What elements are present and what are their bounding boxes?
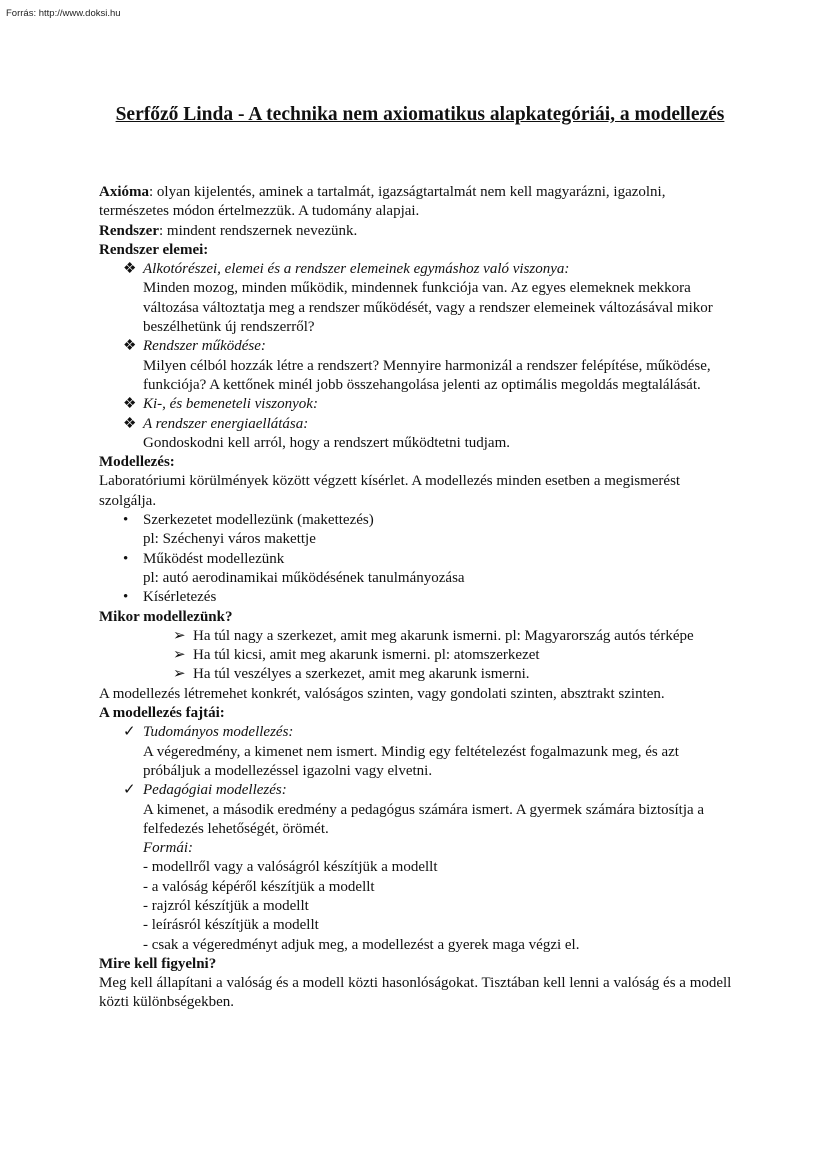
list-item (99, 550, 739, 589)
list-item (99, 337, 739, 395)
item-title: Működést modellezünk (143, 550, 285, 567)
item-text: Ha túl kicsi, amit meg akarunk ismerni. pl: atomszerkezet (193, 647, 540, 664)
list-item (99, 395, 739, 414)
item-title: Rendszer működése: (143, 338, 266, 355)
checkmark-bullet-icon: ✓ (123, 782, 136, 799)
item-title: Kísérletezés (143, 589, 217, 606)
formai-item: - rajzról készítjük a modellt (143, 897, 309, 914)
item-body: Milyen célból hozzák létre a rendszert? Mennyire harmonizál a rendszer felépítése, működése, funkciója? A kettőnek minél jobb összehangolása jelenti az optimális megoldás megtalálását. (143, 357, 711, 393)
item-body: Gondoskodni kell arról, hogy a rendszert működtetni tudjam. (143, 434, 511, 451)
formai-item: - a valóság képéről készítjük a modellt (143, 878, 375, 895)
item-body: A kimenet, a második eredmény a pedagógus számára ismert. A gyermek számára biztosítja a felfedezés lehetőségét, örömét. (143, 801, 705, 837)
bullet-icon: • (123, 589, 129, 606)
bullet-icon: • (123, 512, 129, 529)
figyelni-text: Meg kell állapítani a valóság és a modell közti hasonlóságokat. Tisztában kell lenni a valóság és a modell közti különbségekben. (99, 975, 732, 1011)
formai-item: - csak a végeredményt adjuk meg, a modellezést a gyerek maga végzi el. (143, 936, 580, 953)
list-item (99, 646, 739, 665)
mikor-after: A modellezés létremehet konkrét, valóságos szinten, vagy gondolati szinten, absztrakt szinten. (99, 685, 665, 702)
axioma-paragraph (99, 183, 739, 222)
diamond-bullet-icon: ❖ (123, 261, 137, 278)
item-body: Minden mozog, minden működik, mindennek funkciója van. Az egyes elemeknek mekkora változása változtatja meg a rendszer működését, vagy a rendszer elemeinek változásával mikor beszélhetünk új rendszerről? (143, 280, 713, 336)
item-text: Ha túl nagy a szerkezet, amit meg akarunk ismerni. pl: Magyarország autós térképe (193, 627, 694, 644)
item-body: A végeredmény, a kimenet nem ismert. Mindig egy feltételezést fogalmazunk meg, és azt próbáljuk a modellezéssel igazolni vagy elvetni. (143, 743, 679, 779)
item-title: Alkotórészei, elemei és a rendszer elemeinek egymáshoz való viszonya: (143, 261, 570, 278)
list-item (99, 627, 739, 646)
arrow-bullet-icon: ➢ (173, 647, 186, 664)
formai-item: - modellről vagy a valóságról készítjük a modellt (143, 859, 438, 876)
figyelni-heading: Mire kell figyelni? (99, 955, 217, 972)
list-item (99, 723, 739, 781)
item-text: Ha túl veszélyes a szerkezet, amit meg akarunk ismerni. (193, 666, 530, 683)
page-title: Serfőző Linda - A technika nem axiomatikus alapkategóriái, a modellezés (115, 104, 725, 125)
axioma-text: : olyan kijelentés, aminek a tartalmát, igazságtartalmát nem kell magyarázni, igazolni, természetes módon értelmezzük. A tudomány alapjai. (99, 184, 666, 220)
rendszer-elemei-heading: Rendszer elemei: (99, 241, 209, 258)
mikor-heading: Mikor modellezünk? (99, 608, 233, 625)
list-item (99, 260, 739, 337)
item-sub: pl: autó aerodinamikai működésének tanulmányozása (143, 569, 465, 586)
list-item (99, 588, 739, 607)
list-item (99, 781, 739, 955)
rendszer-text: : mindent rendszernek nevezünk. (159, 222, 358, 239)
item-title: Ki-, és bemeneteli viszonyok: (143, 396, 318, 413)
rendszer-paragraph (99, 222, 739, 241)
fajtai-list (99, 723, 739, 955)
rendszer-elemei-list (99, 260, 739, 453)
list-item (99, 511, 739, 550)
item-title: A rendszer energiaellátása: (143, 415, 309, 432)
axioma-term: Axióma (99, 184, 149, 200)
document-body (99, 183, 739, 1013)
fajtai-heading: A modellezés fajtái: (99, 705, 225, 722)
source-line: Forrás: http://www.doksi.hu (6, 8, 121, 19)
item-sub: pl: Széchenyi város makettje (143, 531, 316, 548)
list-item (99, 415, 739, 454)
item-title: Szerkezetet modellezünk (makettezés) (143, 512, 374, 529)
modellezes-list (99, 511, 739, 607)
diamond-bullet-icon: ❖ (123, 338, 137, 355)
modellezes-text: Laboratóriumi körülmények között végzett kísérlet. A modellezés minden esetben a megismerést szolgálja. (99, 473, 681, 509)
arrow-bullet-icon: ➢ (173, 627, 186, 644)
diamond-bullet-icon: ❖ (123, 396, 137, 413)
bullet-icon: • (123, 550, 129, 567)
formai-item: - leírásról készítjük a modellt (143, 917, 319, 934)
item-title: Tudományos modellezés: (143, 724, 294, 741)
diamond-bullet-icon: ❖ (123, 415, 137, 432)
list-item (99, 665, 739, 684)
item-title: Pedagógiai modellezés: (143, 782, 287, 799)
rendszer-term: Rendszer (99, 222, 159, 239)
arrow-bullet-icon: ➢ (173, 666, 186, 683)
checkmark-bullet-icon: ✓ (123, 724, 136, 741)
mikor-list (99, 627, 739, 685)
formai-label: Formái: (143, 840, 193, 857)
modellezes-heading: Modellezés: (99, 454, 175, 471)
